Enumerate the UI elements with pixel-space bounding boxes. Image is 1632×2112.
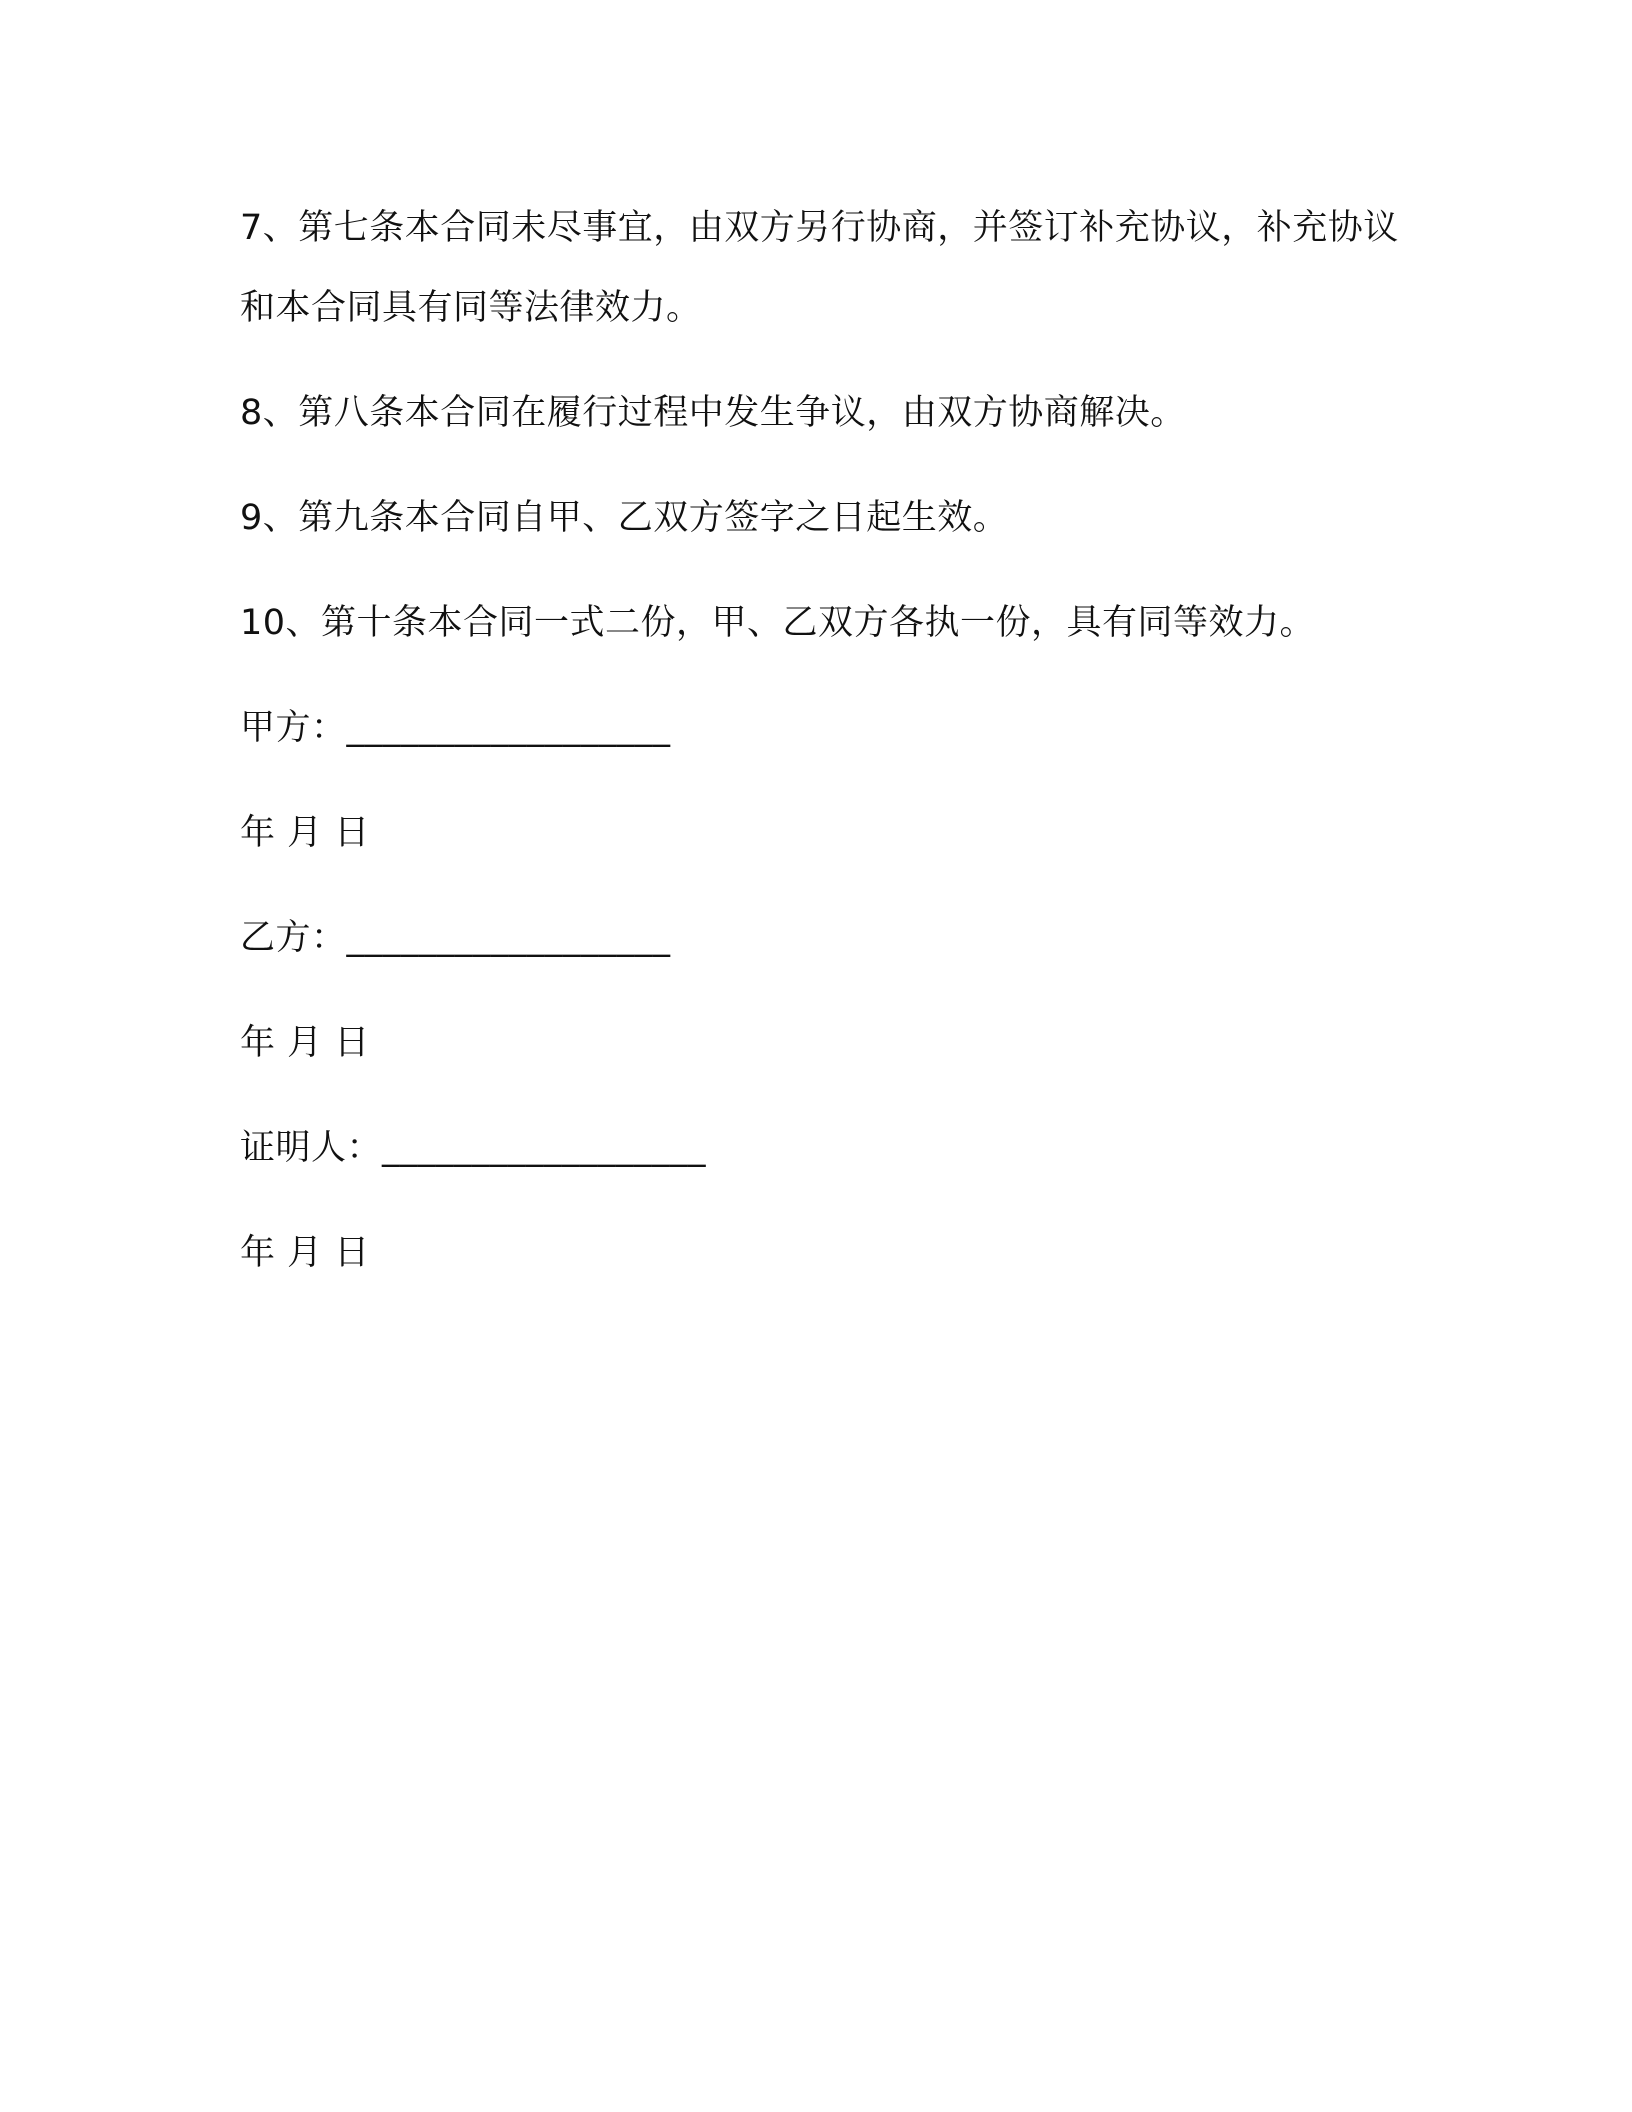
- party-b-date: 年 月 日: [240, 1023, 370, 1063]
- party-a-signature: 甲方：__________________: [240, 708, 671, 748]
- witness-date: 年 月 日: [240, 1233, 370, 1273]
- document-body: [240, 188, 1400, 1318]
- party-b-signature: 乙方：__________________: [240, 918, 671, 958]
- clause-9: 9、第九条本合同自甲、乙双方签字之日起生效。: [240, 498, 1009, 538]
- clause-10: 10、第十条本合同一式二份，甲、乙双方各执一份，具有同等效力。: [240, 603, 1316, 643]
- clause-8: 8、第八条本合同在履行过程中发生争议，由双方协商解决。: [240, 393, 1186, 433]
- party-a-date: 年 月 日: [240, 813, 370, 853]
- clause-7: 7、第七条本合同未尽事宜，由双方另行协商，并签订补充协议，补充协议和本合同具有同等法律效力。: [240, 208, 1399, 328]
- witness-signature: 证明人：__________________: [240, 1128, 707, 1168]
